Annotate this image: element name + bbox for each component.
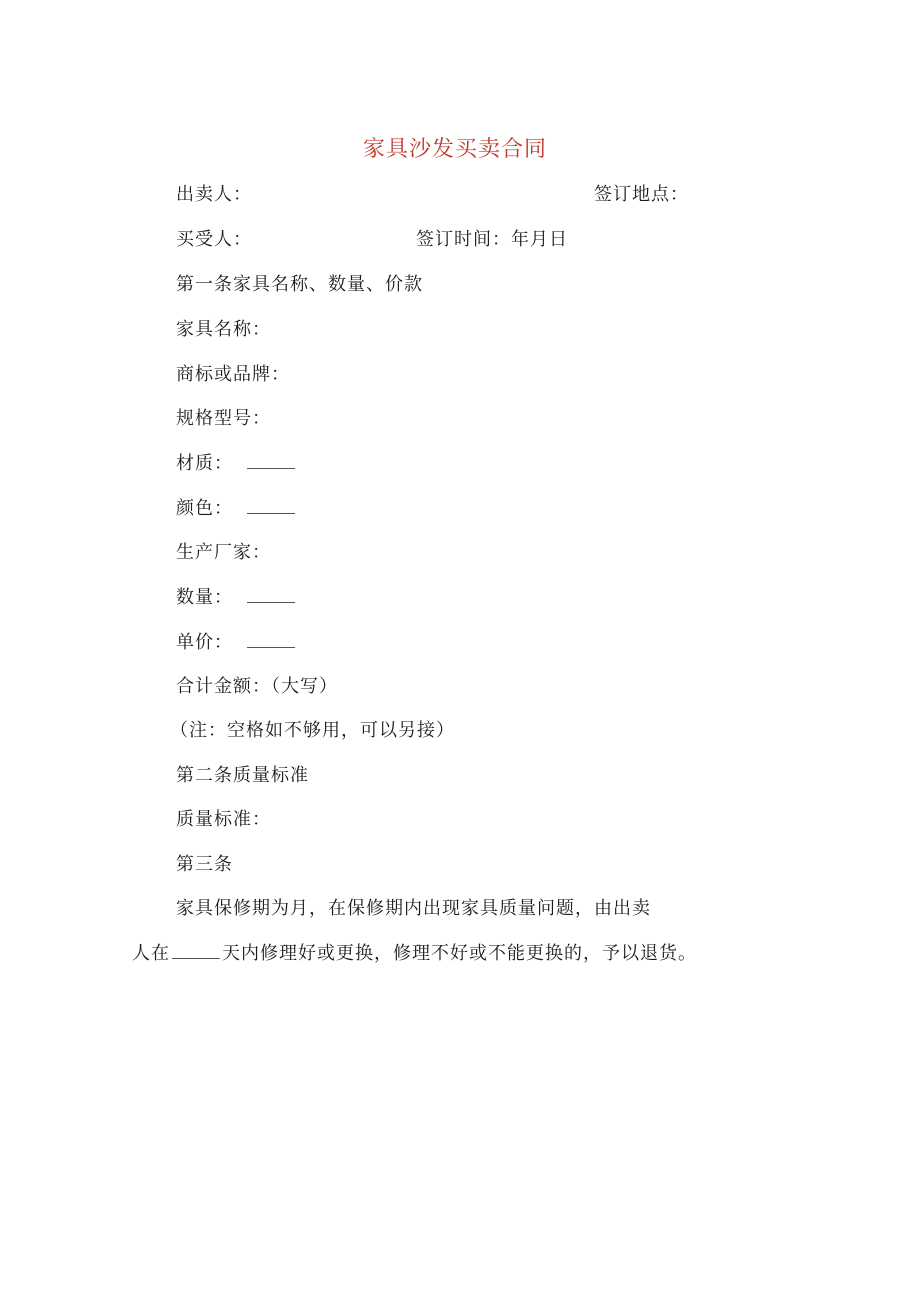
quantity-blank[interactable] <box>247 586 295 603</box>
brand-label: 商标或品牌： <box>176 364 290 385</box>
sign-time-label: 签订时间：年月日 <box>416 229 568 250</box>
document-title: 家具沙发买卖合同 <box>362 137 547 162</box>
article2-heading: 第二条质量标准 <box>176 765 309 786</box>
quantity-row <box>176 586 295 610</box>
furniture-name-label: 家具名称： <box>176 319 271 340</box>
quality-label: 质量标准： <box>176 809 271 830</box>
unit-price-label: 单价： <box>176 632 233 653</box>
color-label: 颜色： <box>176 498 233 519</box>
seller-label: 出卖人： <box>176 184 252 205</box>
color-blank[interactable] <box>247 497 295 514</box>
material-row <box>176 452 295 476</box>
manufacturer-label: 生产厂家： <box>176 542 271 563</box>
note-text: （注：空格如不够用，可以另接） <box>170 720 455 741</box>
warranty-line-2 <box>132 942 697 966</box>
warranty-line-2-prefix: 人在 <box>132 943 170 964</box>
warranty-line-1: 家具保修期为月，在保修期内出现家具质量问题，由出卖 <box>176 898 651 919</box>
total-label: 合计金额：（大写） <box>176 676 338 697</box>
unit-price-row <box>176 631 295 655</box>
quantity-label: 数量： <box>176 587 233 608</box>
warranty-line-2-suffix: 天内修理好或更换，修理不好或不能更换的，予以退货。 <box>222 943 697 964</box>
unit-price-blank[interactable] <box>247 631 295 648</box>
material-label: 材质： <box>176 453 233 474</box>
model-label: 规格型号： <box>176 408 271 429</box>
article1-heading: 第一条家具名称、数量、价款 <box>176 274 423 295</box>
color-row <box>176 497 295 521</box>
buyer-label: 买受人： <box>176 229 252 250</box>
sign-place-label: 签订地点： <box>594 184 689 205</box>
article3-heading: 第三条 <box>176 854 233 875</box>
repair-days-blank[interactable] <box>172 942 220 959</box>
material-blank[interactable] <box>247 452 295 469</box>
